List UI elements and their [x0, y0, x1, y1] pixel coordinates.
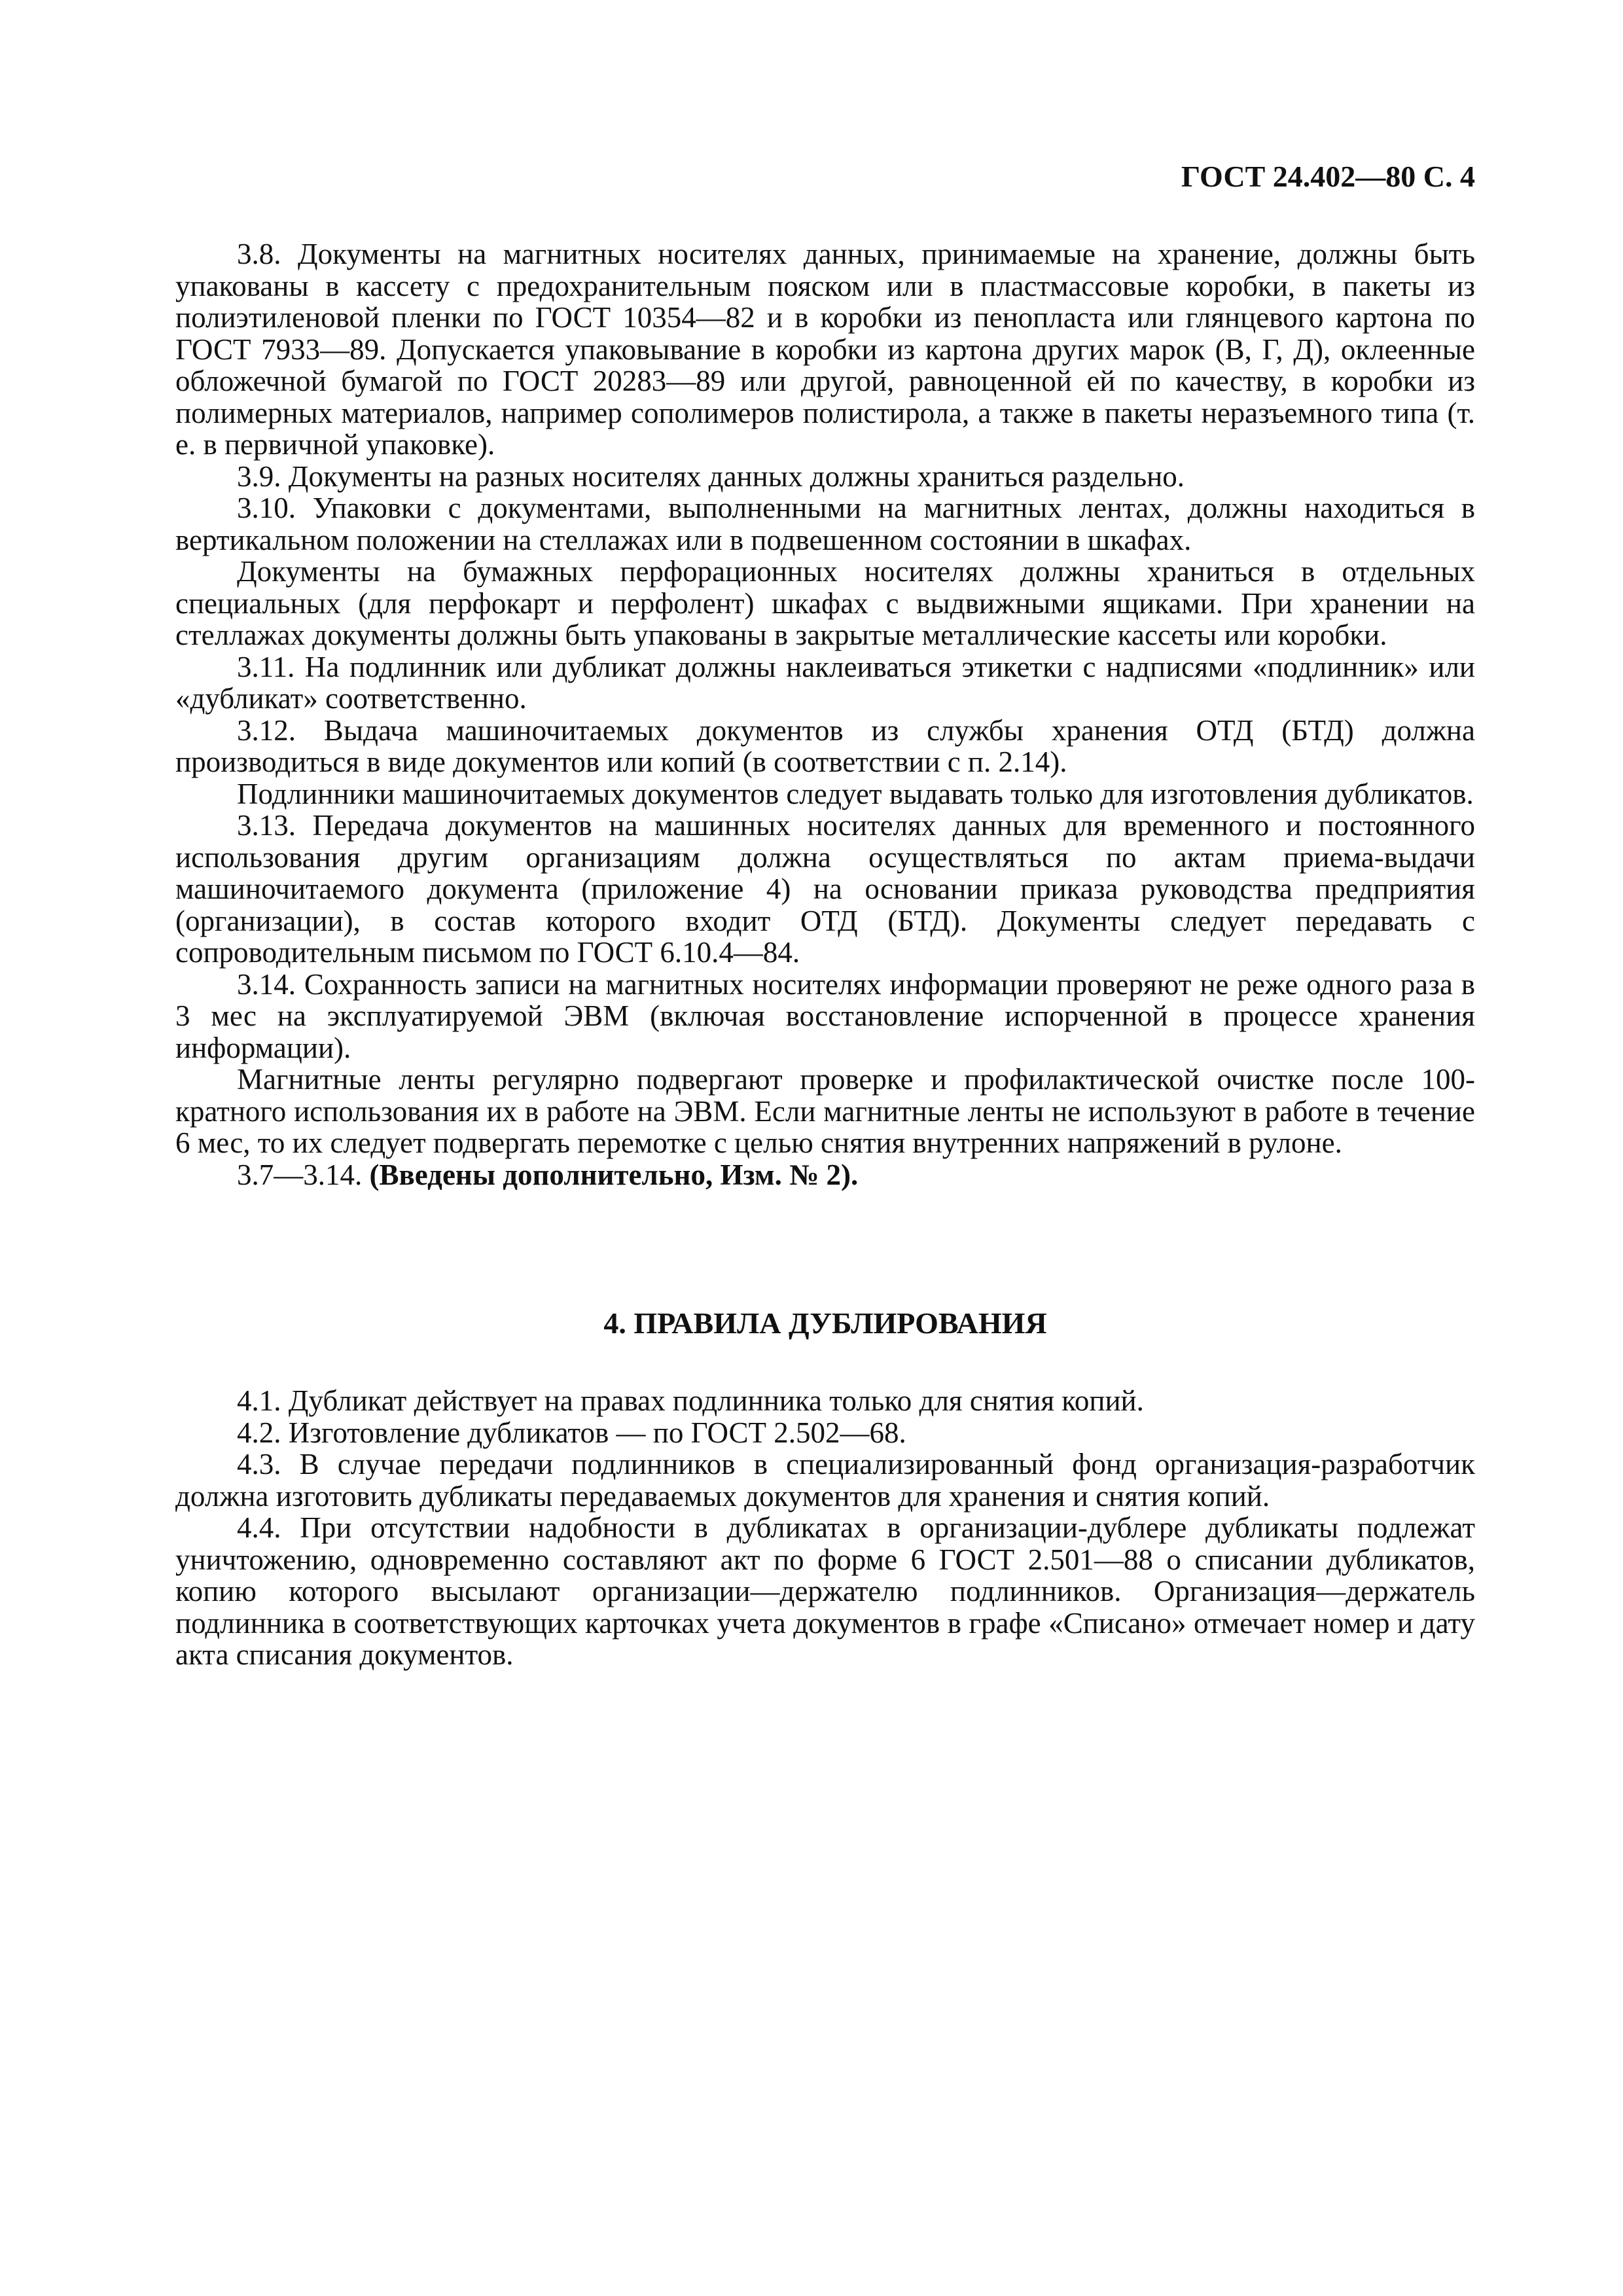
amendment-bold: (Введены дополнительно, Изм. № 2). [369, 1158, 859, 1191]
paragraph-3-10: 3.10. Упаковки с документами, выполненными на магнитных лентах, должны находиться в вертикальном положении на стеллажах или в подвешенном состоянии в шкафах. [175, 492, 1475, 556]
section-3-body [175, 238, 1475, 1191]
paragraph-3-14-tapes: Магнитные ленты регулярно подвергают проверке и профилактической очистке после 100-кратного использования их в работе на ЭВМ. Если магнитные ленты не используют в работе в течение 6 мес, то их следует подвергать перемотке с целью снятия внутренних напряжений в рулоне. [175, 1063, 1475, 1159]
amendment-prefix: 3.7—3.14. [237, 1158, 370, 1191]
paragraph-3-13: 3.13. Передача документов на машинных носителях данных для временного и постоянного использования другим организациям должна осуществляться по актам приема-выдачи машиночитаемого документа (приложение 4) на основании приказа руководства предприятия (организации), в состав которого входит ОТД (БТД). Документы следует передавать с сопроводительным письмом по ГОСТ 6.10.4—84. [175, 809, 1475, 969]
paragraph-3-8: 3.8. Документы на магнитных носителях данных, принимаемые на хранение, должны быть упакованы в кассету с предохранительным пояском или в пластмассовые коробки, в пакеты из полиэтиленовой пленки по ГОСТ 10354—82 и в коробки из пенопласта или глянцевого картона по ГОСТ 7933—89. Допускается упаковывание в коробки из картона других марок (В, Г, Д), оклеенные обложечной бумагой по ГОСТ 20283—89 или другой, равноценной ей по качеству, в коробки из полимерных материалов, например сополимеров полистирола, а также в пакеты неразъемного типа (т. е. в первичной упаковке). [175, 238, 1475, 461]
page-header: ГОСТ 24.402—80 С. 4 [1181, 160, 1475, 193]
paragraph-3-14: 3.14. Сохранность записи на магнитных носителях информации проверяют не реже одного раза в 3 мес на эксплуатируемой ЭВМ (включая восстановление испорченной в процессе хранения информации). [175, 967, 1475, 1064]
paragraph-3-9: 3.9. Документы на разных носителях данных должны храниться раздельно. [237, 459, 1185, 493]
paragraph-4-3: 4.3. В случае передачи подлинников в специализированный фонд организация-разработчик должна изготовить дубликаты передаваемых документов для хранения и снятия копий. [175, 1448, 1475, 1513]
section-4-body [175, 1385, 1475, 1671]
amendment-note [175, 1159, 1475, 1191]
paragraph-3-10-perforation: Документы на бумажных перфорационных носителях должны храниться в отдельных специальных (для перфокарт и перфолент) шкафах с выдвижными ящиками. При хранении на стеллажах документы должны быть упакованы в закрытые металлические кассеты или коробки. [175, 555, 1475, 651]
paragraph-3-12-originals: Подлинники машиночитаемых документов следует выдавать только для изготовления дубликатов. [237, 777, 1474, 810]
paragraph-4-1: 4.1. Дубликат действует на правах подлинника только для снятия копий. [237, 1384, 1144, 1417]
paragraph-4-4: 4.4. При отсутствии надобности в дубликатах в организации-дублере дубликаты подлежат уничтожению, одновременно составляют акт по форме 6 ГОСТ 2.501—88 о списании дубликатов, копию которого высылают организации—держателю подлинников. Организация—держатель подлинника в соответствующих карточках учета документов в графе «Списано» отмечает номер и дату акта списания документов. [175, 1511, 1475, 1671]
section-4-title: 4. ПРАВИЛА ДУБЛИРОВАНИЯ [603, 1306, 1047, 1340]
paragraph-4-2: 4.2. Изготовление дубликатов — по ГОСТ 2.502—68. [237, 1416, 906, 1449]
paragraph-3-11: 3.11. На подлинник или дубликат должны наклеиваться этикетки с надписями «подлинник» или «дубликат» соответственно. [175, 650, 1475, 715]
paragraph-3-12: 3.12. Выдача машиночитаемых документов из службы хранения ОТД (БТД) должна производиться в виде документов или копий (в соответствии с п. 2.14). [175, 713, 1475, 778]
